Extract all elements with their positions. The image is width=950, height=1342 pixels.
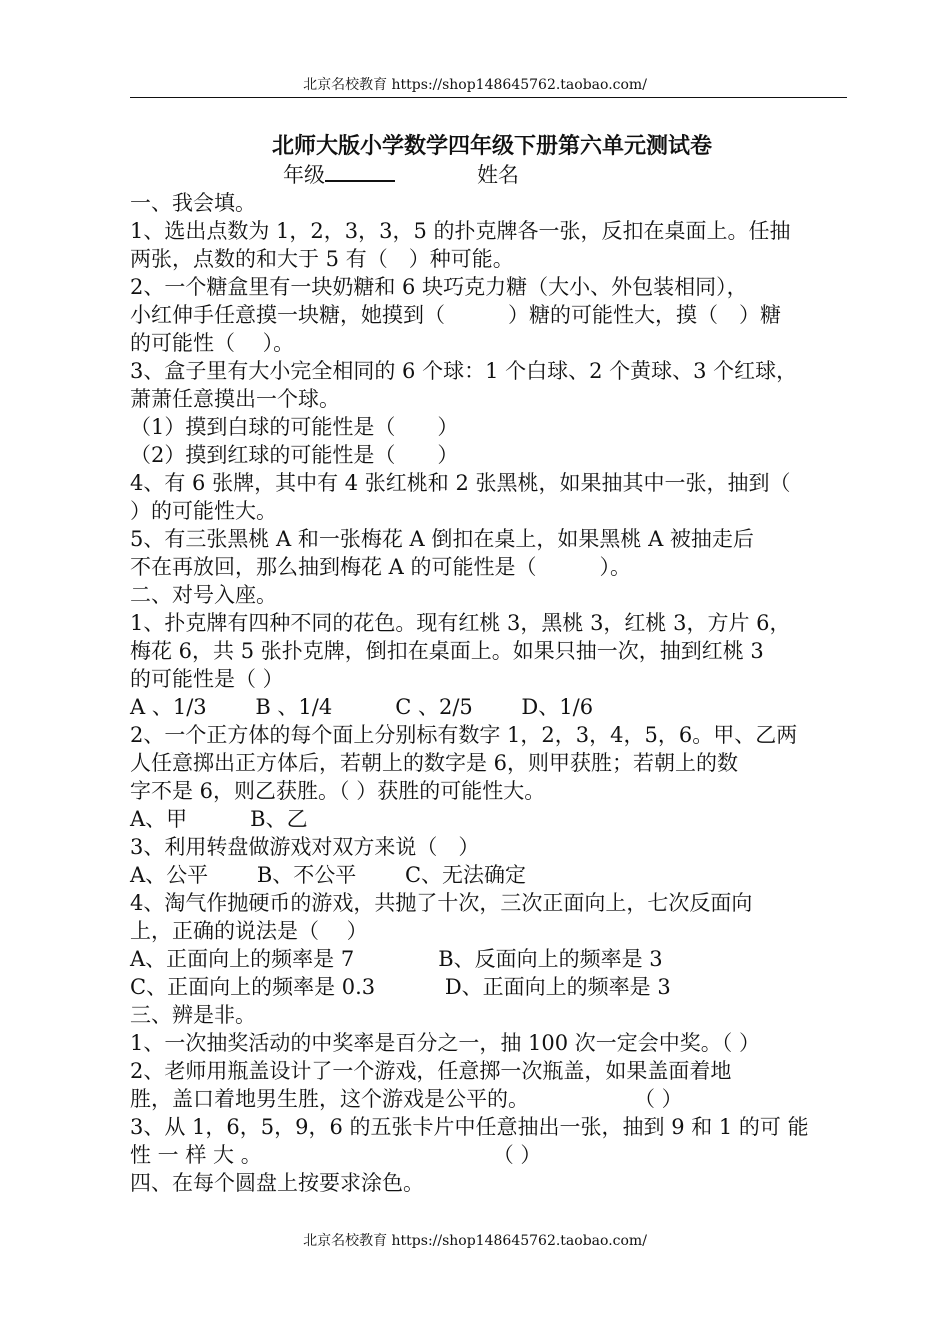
- header-divider: [130, 97, 847, 98]
- question-line: 上，正确的说法是（ ）: [130, 919, 368, 943]
- question-line: （2）摸到红球的可能性是（ ）: [130, 443, 459, 467]
- question-line: 字不是 6，则乙获胜。（ ）获胜的可能性大。: [130, 779, 546, 803]
- question-line: 的可能性（ ）。: [130, 331, 295, 355]
- question-line: 3、盒子里有大小完全相同的 6 个球：1 个白球、2 个黄球、3 个红球，: [130, 359, 798, 383]
- question-line: 5、有三张黑桃 A 和一张梅花 A 倒扣在桌上，如果黑桃 A 被抽走后: [130, 527, 754, 551]
- question-line: 3、从 1，6，5，9，6 的五张卡片中任意抽出一张，抽到 9 和 1 的可 能: [130, 1115, 809, 1139]
- page-footer: 北京名校教育 https://shop148645762.taobao.com/: [303, 1233, 647, 1249]
- question-line: 两张，点数的和大于 5 有（ ）种可能。: [130, 247, 514, 271]
- question-line: ）的可能性大。: [130, 499, 277, 523]
- student-info: [283, 160, 519, 189]
- question-line: 4、有 6 张牌，其中有 4 张红桃和 2 张黑桃，如果抽其中一张，抽到（: [130, 471, 791, 495]
- section-heading: 一、我会填。: [130, 191, 256, 215]
- answer-options: A、正面向上的频率是 7 B、反面向上的频率是 3: [130, 947, 663, 971]
- name-label: 姓名: [477, 163, 519, 187]
- question-line: 4、淘气作抛硬币的游戏，共抛了十次，三次正面向上，七次反面向: [130, 891, 753, 915]
- question-line: 胜，盖口着地男生胜，这个游戏是公平的。 （ ）: [130, 1087, 683, 1111]
- question-line: 2、一个糖盒里有一块奶糖和 6 块巧克力糖（大小、外包装相同），: [130, 275, 748, 299]
- question-line: 梅花 6，共 5 张扑克牌，倒扣在桌面上。如果只抽一次，抽到红桃 3: [130, 639, 764, 663]
- question-line: 不在再放回，那么抽到梅花 A 的可能性是（ ）。: [130, 555, 632, 579]
- question-line: 1、选出点数为 1，2，3，3，5 的扑克牌各一张，反扣在桌面上。任抽: [130, 219, 791, 243]
- answer-options: A 、1/3 B 、1/4 C 、2/5 D、1/6: [130, 695, 594, 719]
- question-line: 的可能性是（ ）: [130, 667, 284, 691]
- answer-options: A、甲 B、乙: [130, 807, 308, 831]
- grade-blank: [325, 160, 395, 182]
- grade-label: 年级: [283, 163, 325, 187]
- section-heading: 三、辨是非。: [130, 1003, 256, 1027]
- question-line: 小红伸手任意摸一块糖，她摸到（ ）糖的可能性大，摸（ ）糖: [130, 303, 781, 327]
- answer-options: C、正面向上的频率是 0.3 D、正面向上的频率是 3: [130, 975, 671, 999]
- section-heading: 四、在每个圆盘上按要求涂色。: [130, 1171, 424, 1195]
- question-line: 1、一次抽奖活动的中奖率是百分之一，抽 100 次一定会中奖。（ ）: [130, 1031, 760, 1055]
- test-content: [130, 189, 860, 1197]
- answer-options: A、公平 B、不公平 C、无法确定: [130, 863, 527, 887]
- question-line: 1、扑克牌有四种不同的花色。现有红桃 3，黑桃 3，红桃 3，方片 6，: [130, 611, 791, 635]
- question-line: 3、利用转盘做游戏对双方来说（ ）: [130, 835, 480, 859]
- question-line: 2、老师用瓶盖设计了一个游戏，任意掷一次瓶盖，如果盖面着地: [130, 1059, 732, 1083]
- document-title: 北师大版小学数学四年级下册第六单元测试卷: [272, 133, 713, 159]
- question-line: 人任意掷出正方体后，若朝上的数字是 6，则甲获胜；若朝上的数: [130, 751, 739, 775]
- question-line: 萧萧任意摸出一个球。: [130, 387, 340, 411]
- question-line: 2、一个正方体的每个面上分别标有数字 1，2，3，4，5，6。甲、乙两: [130, 723, 798, 747]
- question-line: （1）摸到白球的可能性是（ ）: [130, 415, 459, 439]
- section-heading: 二、对号入座。: [130, 583, 277, 607]
- page-header: 北京名校教育 https://shop148645762.taobao.com/: [303, 77, 647, 93]
- question-line: 性 一 样 大 。 （ ）: [130, 1143, 542, 1167]
